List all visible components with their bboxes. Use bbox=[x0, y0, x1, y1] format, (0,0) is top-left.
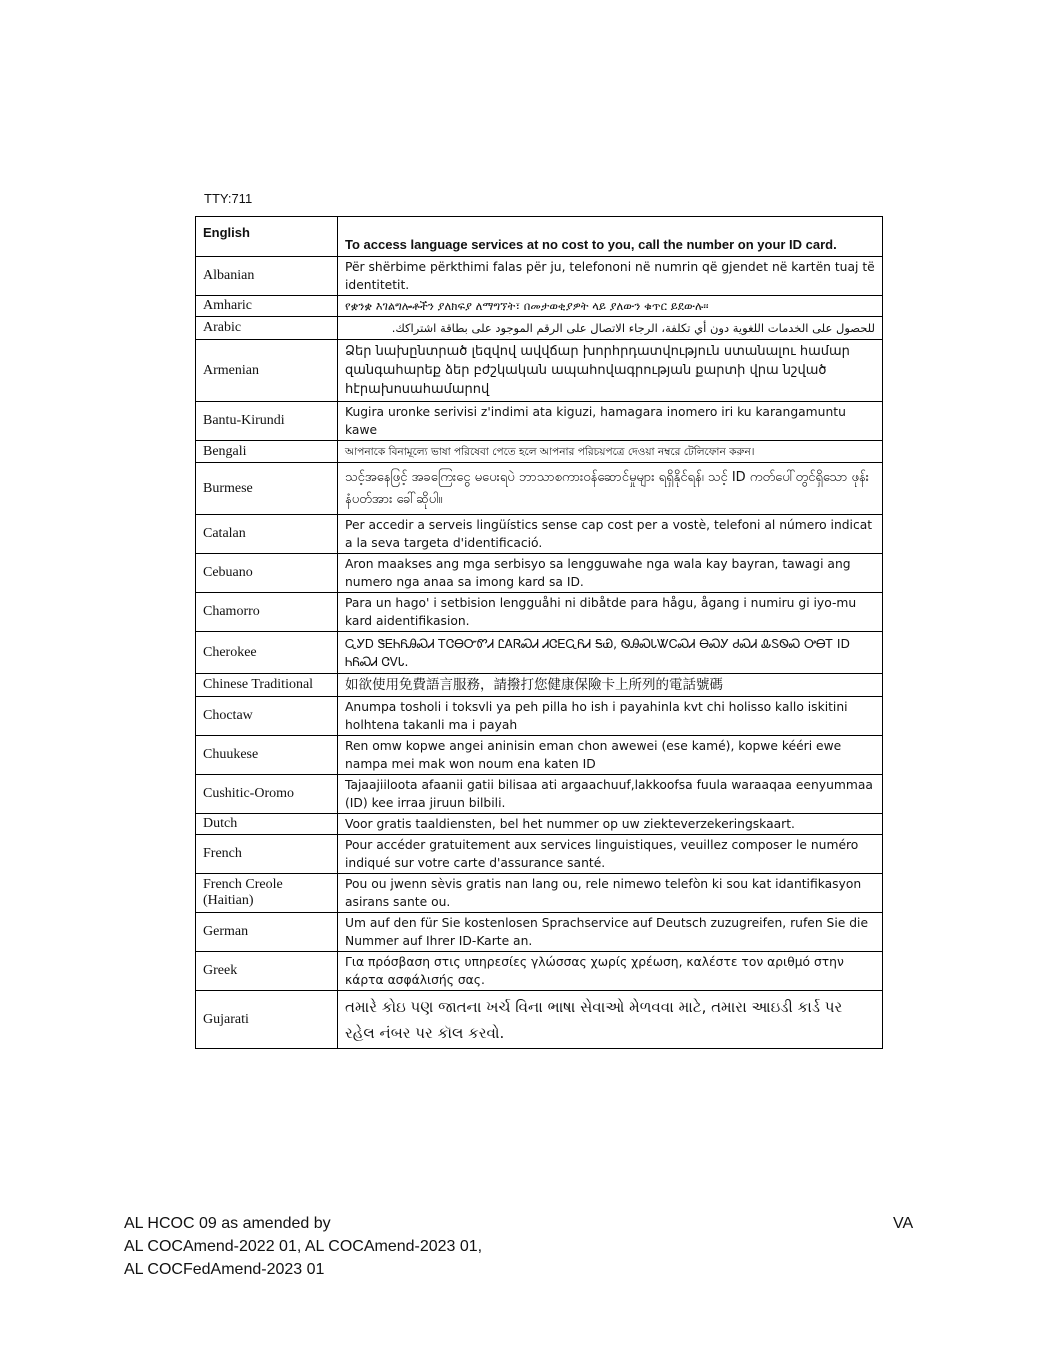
row-text: للحصول على الخدمات اللغوية دون أي تكلفة، الرجاء الاتصال على الرقم الموجود على بطاقة اشتراكك. bbox=[338, 317, 883, 340]
table-header-row bbox=[196, 217, 883, 257]
row-text: የቋንቋ እገልግሎቶችን ያለክፍያ ለማግኘት፣ በመታወቂያዎት ላይ ያለውን ቁጥር ይደውሉ፡፡ bbox=[338, 296, 883, 317]
table-row bbox=[196, 697, 883, 736]
table-row bbox=[196, 554, 883, 593]
table-row bbox=[196, 593, 883, 632]
language-services-table bbox=[195, 216, 883, 1049]
row-text: Para un hago' i setbision lengguåhi ni dibåtde para hågu, ågang i numiru gi iyo-mu kard aidentifikasion. bbox=[338, 593, 883, 632]
row-language: Cebuano bbox=[196, 554, 338, 593]
row-text: Για πρόσβαση στις υπηρεσίες γλώσσας χωρίς χρέωση, καλέστε τον αριθμό στην κάρτα ασφάλισής σας. bbox=[338, 952, 883, 991]
table-row bbox=[196, 814, 883, 835]
table-row bbox=[196, 257, 883, 296]
row-language: German bbox=[196, 913, 338, 952]
row-text: Per accedir a serveis lingüístics sense cap cost per a vostè, telefoni al número indicat a la seva targeta d'identificació. bbox=[338, 515, 883, 554]
row-language: Dutch bbox=[196, 814, 338, 835]
table-row bbox=[196, 515, 883, 554]
row-text: Aron maakses ang mga serbisyo sa lengguwahe nga wala kay bayran, tawagi ang numero nga anaa sa imong kard sa ID. bbox=[338, 554, 883, 593]
table-row bbox=[196, 913, 883, 952]
row-text: Tajaajiiloota afaanii gatii bilisaa ati argaachuuf,lakkoofsa fuula waraaqaa eenyummaa (ID) kee irraa jiruun bilbili. bbox=[338, 775, 883, 814]
row-language: Catalan bbox=[196, 515, 338, 554]
row-language: Gujarati bbox=[196, 991, 338, 1049]
table-row bbox=[196, 402, 883, 441]
row-text: Pour accéder gratuitement aux services linguistiques, veuillez composer le numéro indiqué sur votre carte d'assurance santé. bbox=[338, 835, 883, 874]
table-row bbox=[196, 736, 883, 775]
table-row bbox=[196, 632, 883, 674]
row-language: Amharic bbox=[196, 296, 338, 317]
row-text: ᏩᎩᎠ ᏕᎬᏂᏲᎯᏍᏗ ᎢᏣᎾᏅᏛᏗ ᏝᎪᏒᏍᏗ ᏗᏣᎬᏩᏲᏗ ᎦᏯ, ᏫᎯᏍᏓᏔᏟᏍᏗ ᎾᏍᎩ ᏧᏍᏗ ᎲᏚᏫᏍ ᎤᎾᎢ ID ᏂᏲᏍᏗ ᏣᏙᏓ. bbox=[338, 632, 883, 674]
row-text: 如欲使用免費語言服務，請撥打您健康保險卡上所列的電話號碼 bbox=[338, 674, 883, 697]
footer-line: AL COCFedAmend-2023 01 bbox=[124, 1261, 325, 1278]
footer-line: AL HCOC 09 as amended by bbox=[124, 1215, 331, 1232]
row-language: Cushitic-Oromo bbox=[196, 775, 338, 814]
row-text: သင့်အနေဖြင့် အခကြေးငွေ မပေးရပဲ ဘာသာစကားဝန်ဆောင်မှုများ ရရှိနိုင်ရန်၊ သင့် ID ကတ်ပေါ်တွင်ရှိသော ဖုန်းနံပတ်အား ခေါ်ဆိုပါ။ bbox=[338, 463, 883, 515]
row-text: Ձեր նախընտրած լեզվով ավվճար խորհրդատվություն ստանալու համար զանգահարեք ձեր բժշկական ապահովագրության քարտի վրա նշված հէրախոսահամարով bbox=[338, 340, 883, 402]
row-language: Bantu-Kirundi bbox=[196, 402, 338, 441]
row-text: Um auf den für Sie kostenlosen Sprachservice auf Deutsch zuzugreifen, rufen Sie die Nummer auf Ihrer ID-Karte an. bbox=[338, 913, 883, 952]
table-row bbox=[196, 340, 883, 402]
row-language: Burmese bbox=[196, 463, 338, 515]
row-language: Cherokee bbox=[196, 632, 338, 674]
row-text: Ren omw kopwe angei aninisin eman chon awewei (ese kamé), kopwe kééri ewe nampa mei mak won noum ena katen ID bbox=[338, 736, 883, 775]
row-text: Voor gratis taaldiensten, bel het nummer op uw ziekteverzekeringskaart. bbox=[338, 814, 883, 835]
row-language: Bengali bbox=[196, 441, 338, 463]
table-row bbox=[196, 441, 883, 463]
row-language: Arabic bbox=[196, 317, 338, 340]
footer-amendment-note bbox=[124, 1212, 482, 1281]
table-row bbox=[196, 775, 883, 814]
header-text: To access language services at no cost to you, call the number on your ID card. bbox=[338, 217, 883, 257]
row-language: French bbox=[196, 835, 338, 874]
footer-state-code: VA bbox=[893, 1215, 914, 1232]
row-text: আপনাকে বিনামূল্যে ভাষা পরিষেবা পেতে হলে আপনার পরিচয়পত্রে দেওয়া নম্বরে টেলিফোন করুন। bbox=[338, 441, 883, 463]
tty-label: TTY:711 bbox=[204, 191, 253, 206]
row-language: Armenian bbox=[196, 340, 338, 402]
table-row bbox=[196, 674, 883, 697]
row-text: તમારે કોઇ પણ જાતના ખર્ચ વિના ભાષા સેવાઓ મેળવવા માટે, તમારા આઇડી કાર્ડ પર રહેલ નંબર પર કૉલ કરવો. bbox=[338, 991, 883, 1049]
row-text: Pou ou jwenn sèvis gratis nan lang ou, rele nimewo telefòn ki sou kat idantifikasyon asirans sante ou. bbox=[338, 874, 883, 913]
table-row bbox=[196, 874, 883, 913]
table-row bbox=[196, 952, 883, 991]
footer-line: AL COCAmend-2022 01, AL COCAmend-2023 01, bbox=[124, 1238, 483, 1255]
row-language: Albanian bbox=[196, 257, 338, 296]
table-row bbox=[196, 296, 883, 317]
row-language: French Creole (Haitian) bbox=[196, 874, 338, 913]
row-language: Chinese Traditional bbox=[196, 674, 338, 697]
row-text: Për shërbime përkthimi falas për ju, telefononi në numrin që gjendet në kartën tuaj të identitetit. bbox=[338, 257, 883, 296]
header-language: English bbox=[196, 217, 338, 257]
table-row bbox=[196, 991, 883, 1049]
table-row bbox=[196, 317, 883, 340]
row-language: Greek bbox=[196, 952, 338, 991]
row-language: Chamorro bbox=[196, 593, 338, 632]
table-row bbox=[196, 463, 883, 515]
row-text: Kugira uronke serivisi z'indimi ata kiguzi, hamagara inomero iri ku karangamuntu kawe bbox=[338, 402, 883, 441]
table-row bbox=[196, 835, 883, 874]
row-text: Anumpa tosholi i toksvli ya peh pilla ho ish i payahinla kvt chi holisso kallo iskitini holhtena takanli ma i payah bbox=[338, 697, 883, 736]
row-language: Choctaw bbox=[196, 697, 338, 736]
row-language: Chuukese bbox=[196, 736, 338, 775]
